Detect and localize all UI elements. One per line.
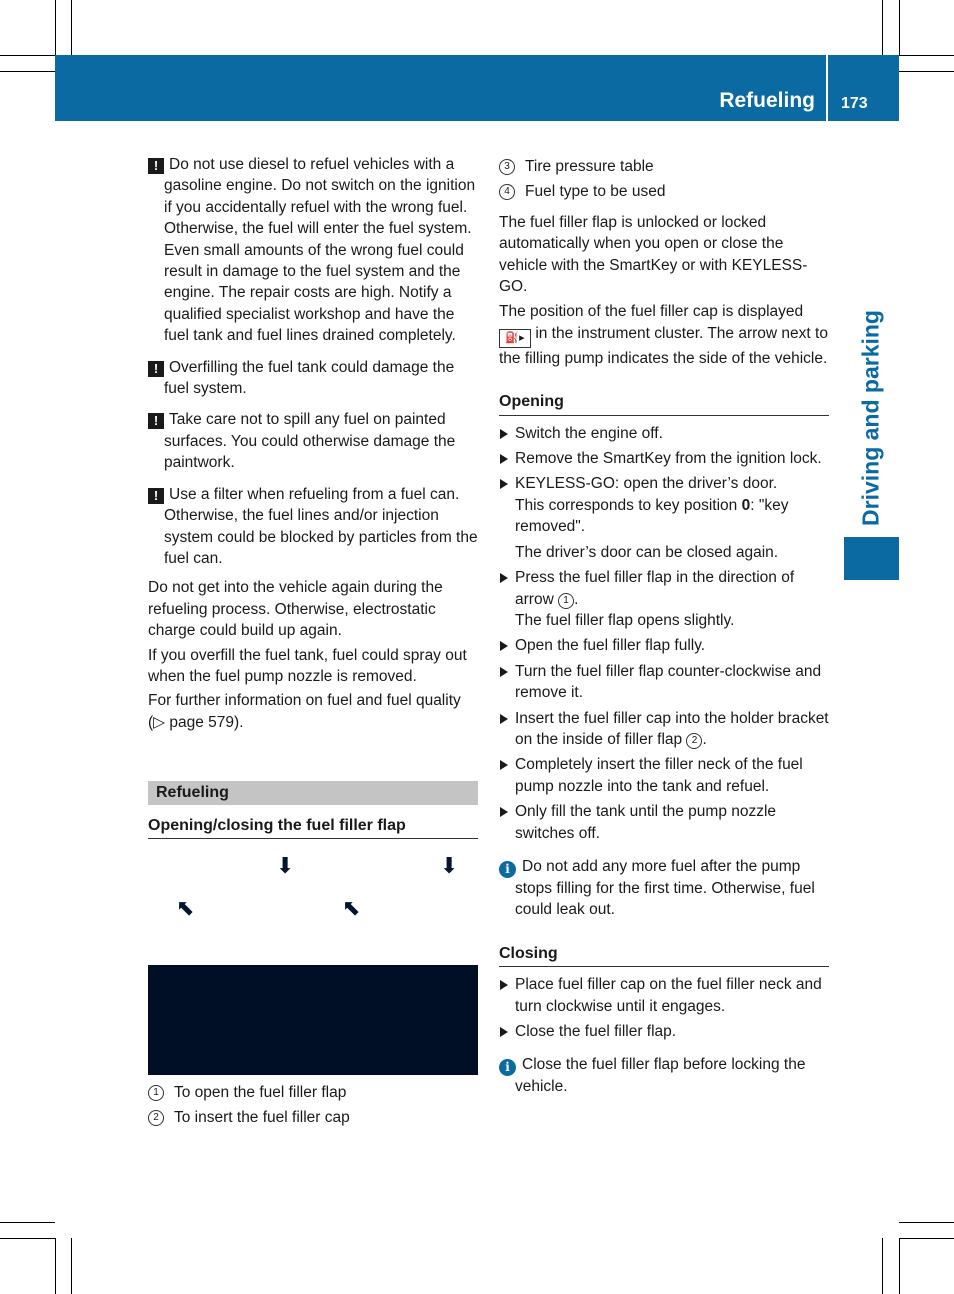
arrow-down-icon: ⬇ (276, 852, 295, 878)
step-item: Insert the fuel filler cap into the holder bracket on the inside of filler flap 2 . (499, 708, 829, 751)
subheading: Opening/closing the fuel filler flap (148, 815, 478, 839)
crop-mark (899, 71, 954, 72)
closing-heading: Closing (499, 943, 829, 967)
crop-mark (899, 1222, 954, 1223)
crop-mark (55, 0, 56, 55)
crop-mark (0, 55, 55, 56)
crop-mark (71, 1238, 72, 1294)
step-item: Open the fuel filler flap fully. (499, 635, 829, 656)
crop-mark (899, 55, 954, 56)
callout-marker: 1 (558, 593, 574, 609)
arrow-diagonal-icon: ⬉ (176, 894, 195, 920)
crop-mark (882, 0, 883, 55)
step-item: Completely insert the filler neck of the fuel pump nozzle into the tank and refuel. (499, 754, 829, 797)
body-paragraph: Do not get into the vehicle again during the refueling process. Otherwise, electrostatic charge could build up again. (148, 579, 443, 640)
step-item: Turn the fuel filler flap counter-clockwise and remove it. (499, 661, 829, 704)
step-item: Press the fuel filler flap in the direction of arrow 1 . (499, 567, 829, 610)
figure-image-dark (148, 965, 478, 1075)
info-icon: i (499, 861, 516, 878)
fuel-pump-icon: ⛽▸ (499, 329, 531, 348)
callout-item: 3 Tire pressure table (499, 156, 829, 177)
page-number: 173 (841, 95, 868, 112)
warning-note: ! Take care not to spill any fuel on painted surfaces. You could otherwise damage the paintwork. (148, 409, 478, 473)
crop-mark (899, 1238, 954, 1239)
step-item: Switch the engine off. (499, 423, 829, 444)
right-column (499, 156, 829, 1098)
header-divider (826, 55, 828, 121)
warning-note: ! Do not use diesel to refuel vehicles with a gasoline engine. Do not switch on the ignition if you accidentally refuel with the wrong fuel. Otherwise, the fuel will enter the fuel system. Even small amounts of the wrong fuel could result in damage to the fuel system and the engine. The repair costs are high. Notify a qualified specialist workshop and have the fuel tank and fuel lines drained completely. (148, 154, 478, 347)
crop-mark (71, 0, 72, 55)
body-paragraph: The position of the fuel filler cap is displayed ⛽▸ in the instrument cluster. The arrow next to the filling pump indicates the side of the vehicle. (499, 303, 828, 367)
step-result: The fuel filler flap opens slightly. (515, 611, 735, 629)
arrow-down-icon: ⬇ (440, 852, 459, 878)
section-title: Refueling (148, 781, 478, 804)
chapter-tab (844, 537, 899, 580)
callout-item: 2 To insert the fuel filler cap (148, 1107, 478, 1128)
chapter-title: Refueling (719, 89, 815, 112)
info-note: i Do not add any more fuel after the pump stops filling for the first time. Otherwise, fuel could leak out. (499, 856, 829, 921)
arrow-diagonal-icon: ⬉ (342, 894, 361, 920)
callout-item: 1 To open the fuel filler flap (148, 1082, 478, 1103)
crop-mark (899, 0, 900, 55)
step-item: Only fill the tank until the pump nozzle switches off. (499, 801, 829, 844)
step-item: KEYLESS-GO: open the driver’s door. (499, 473, 829, 494)
crop-mark (899, 1238, 900, 1294)
callout-item: 4 Fuel type to be used (499, 181, 829, 202)
left-column (148, 154, 478, 1133)
warning-icon: ! (148, 488, 164, 504)
body-paragraph: The fuel filler flap is unlocked or locked automatically when you open or close the vehicle with the SmartKey or with KEYLESS-GO. (499, 213, 808, 296)
crop-mark (882, 1238, 883, 1294)
chapter-side-label: Driving and parking (857, 310, 884, 526)
callout-list (148, 1082, 478, 1129)
crop-mark (55, 1238, 56, 1294)
warning-note: ! Overfilling the fuel tank could damage the fuel system. (148, 357, 478, 400)
crop-mark (0, 71, 55, 72)
step-item: Close the fuel filler flap. (499, 1021, 829, 1042)
step-result: The driver’s door can be closed again. (515, 543, 779, 561)
body-paragraph: If you overfill the fuel tank, fuel could spray out when the fuel pump nozzle is removed. (148, 646, 467, 685)
opening-heading: Opening (499, 391, 829, 415)
warning-icon: ! (148, 158, 164, 174)
info-icon: i (499, 1059, 516, 1076)
step-result: This corresponds to key position 0: "key removed". (515, 496, 789, 536)
crop-mark (0, 1238, 55, 1239)
callout-marker: 2 (686, 733, 702, 749)
page-header (55, 55, 899, 121)
step-item: Place fuel filler cap on the fuel filler neck and turn clockwise until it engages. (499, 974, 829, 1017)
warning-note: ! Use a filter when refueling from a fuel can. Otherwise, the fuel lines and/or injection system could be blocked by particles from the fuel can. (148, 484, 478, 570)
crop-mark (0, 1222, 55, 1223)
fuel-flap-figure (148, 845, 478, 1075)
info-note: i Close the fuel filler flap before locking the vehicle. (499, 1054, 829, 1097)
page-reference[interactable]: For further information on fuel and fuel quality (▷ page 579). (148, 692, 461, 731)
step-item: Remove the SmartKey from the ignition lock. (499, 448, 829, 469)
warning-icon: ! (148, 413, 164, 429)
warning-icon: ! (148, 361, 164, 377)
